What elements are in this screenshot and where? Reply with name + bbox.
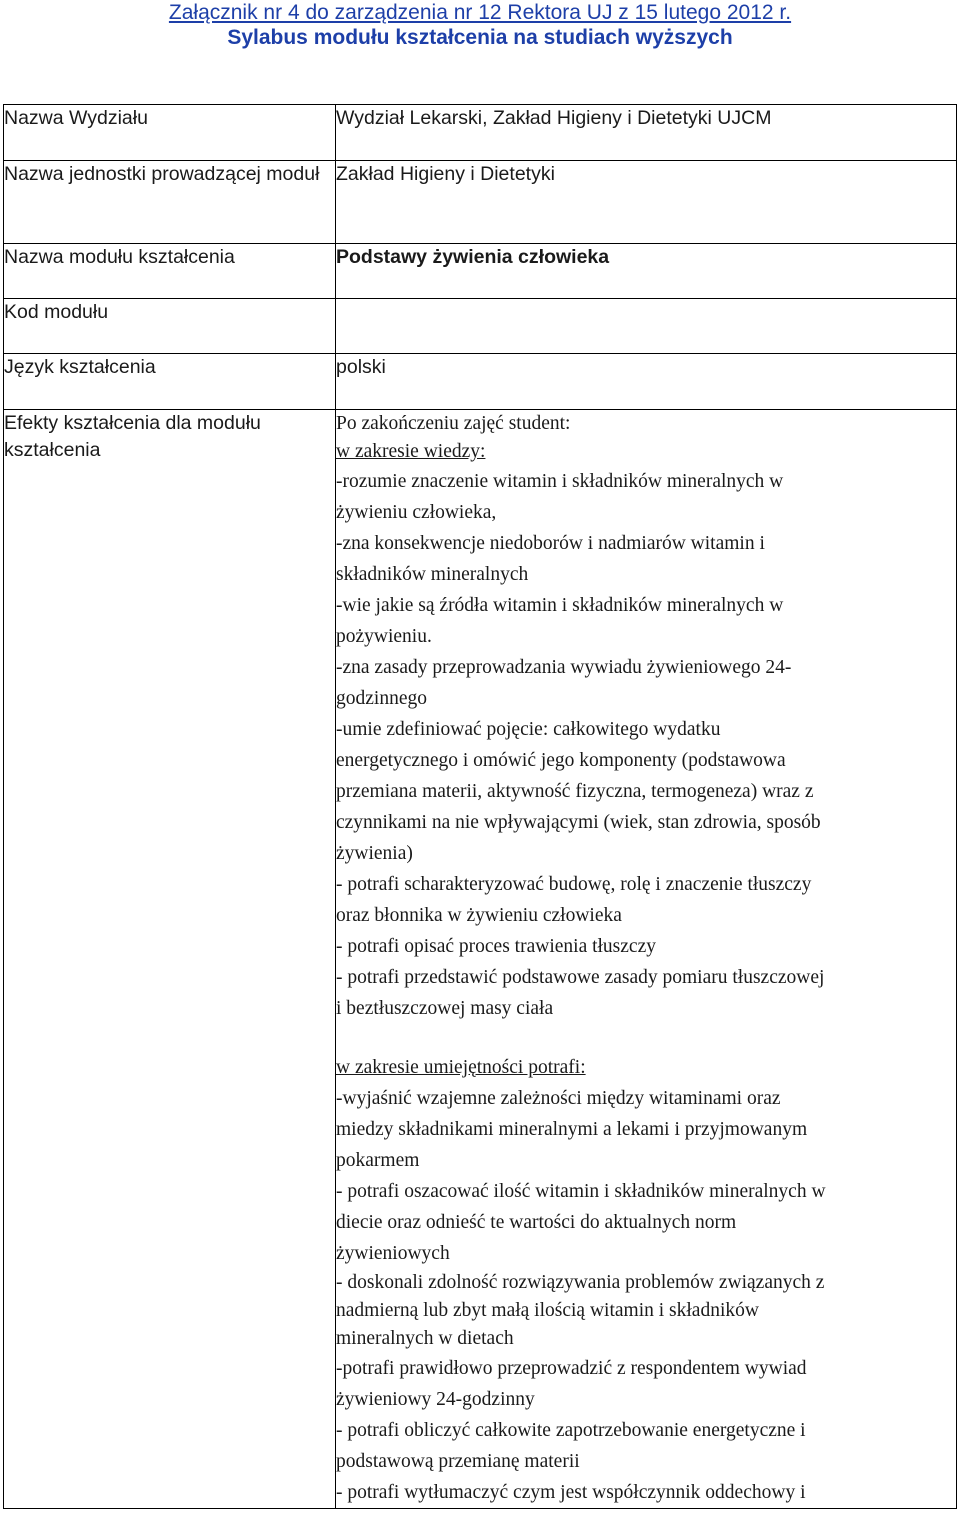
spacer xyxy=(336,1024,956,1052)
knowledge-line: czynnikami na nie wpływającymi (wiek, stan zdrowia, sposób xyxy=(336,812,821,833)
knowledge-line: - potrafi przedstawić podstawowe zasady pomiaru tłuszczowej xyxy=(336,967,825,988)
value-outcomes xyxy=(336,410,957,1509)
label-language: Język kształcenia xyxy=(4,354,336,410)
skills-line: żywieniowy 24-godzinny xyxy=(336,1389,535,1410)
knowledge-line: - potrafi scharakteryzować budowę, rolę i znaczenie tłuszczy xyxy=(336,874,812,895)
knowledge-line: żywieniu człowieka, xyxy=(336,502,497,523)
knowledge-line: oraz błonnika w żywieniu człowieka xyxy=(336,905,622,926)
knowledge-line: składników mineralnych xyxy=(336,564,529,585)
skills-line: mineralnych w dietach xyxy=(336,1328,514,1349)
skills-line: żywieniowych xyxy=(336,1243,450,1264)
label-module: Nazwa modułu kształcenia xyxy=(4,244,336,299)
knowledge-line: i beztłuszczowej masy ciała xyxy=(336,998,554,1019)
row-code xyxy=(4,299,957,354)
row-module xyxy=(4,244,957,299)
knowledge-line: -umie zdefiniować pojęcie: całkowitego wydatku xyxy=(336,719,721,740)
syllabus-title: Sylabus modułu kształcenia na studiach wyższych xyxy=(227,26,733,49)
skills-line: pokarmem xyxy=(336,1150,420,1171)
skills-line: - potrafi wytłumaczyć czym jest współczynnik oddechowy i xyxy=(336,1482,806,1503)
skills-line: miedzy składnikami mineralnymi a lekami i przyjmowanym xyxy=(336,1119,808,1140)
knowledge-line: -zna konsekwencje niedoborów i nadmiarów witamin i xyxy=(336,533,765,554)
value-unit: Zakład Higieny i Dietetyki xyxy=(336,161,957,244)
row-unit xyxy=(4,161,957,244)
knowledge-line: przemiana materii, aktywność fizyczna, termogeneza) wraz z xyxy=(336,781,814,802)
knowledge-line: - potrafi opisać proces trawienia tłuszczy xyxy=(336,936,656,957)
outcomes-block xyxy=(336,410,956,1508)
skills-line: - potrafi obliczyć całkowite zapotrzebowanie energetyczne i xyxy=(336,1420,806,1441)
value-faculty: Wydział Lekarski, Zakład Higieny i Dietetyki UJCM xyxy=(336,105,957,161)
label-unit: Nazwa jednostki prowadzącej moduł xyxy=(4,161,336,244)
skills-line: podstawową przemianę materii xyxy=(336,1451,580,1472)
skills-line: nadmierną lub zbyt małą ilością witamin i składników xyxy=(336,1300,759,1321)
skills-line: - potrafi oszacować ilość witamin i składników mineralnych w xyxy=(336,1181,826,1202)
skills-line: - doskonali zdolność rozwiązywania problemów związanych z xyxy=(336,1272,825,1293)
skills-heading: w zakresie umiejętności potrafi: xyxy=(336,1057,586,1078)
row-faculty xyxy=(4,105,957,161)
label-code: Kod modułu xyxy=(4,299,336,354)
row-outcomes xyxy=(4,410,957,1509)
knowledge-line: żywienia) xyxy=(336,843,413,864)
knowledge-line: -rozumie znaczenie witamin i składników mineralnych w xyxy=(336,471,784,492)
label-faculty: Nazwa Wydziału xyxy=(4,105,336,161)
knowledge-heading: w zakresie wiedzy: xyxy=(336,441,486,462)
knowledge-line: -wie jakie są źródła witamin i składników mineralnych w xyxy=(336,595,784,616)
knowledge-line: energetycznego i omówić jego komponenty (podstawowa xyxy=(336,750,786,771)
attachment-header: Załącznik nr 4 do zarządzenia nr 12 Rektora UJ z 15 lutego 2012 r. xyxy=(168,1,792,24)
label-outcomes: Efekty kształcenia dla modułu kształcenia xyxy=(4,410,336,1509)
skills-line: -wyjaśnić wzajemne zależności między witaminami oraz xyxy=(336,1088,781,1109)
value-code xyxy=(336,299,957,354)
syllabus-table xyxy=(3,104,957,1509)
row-language xyxy=(4,354,957,410)
knowledge-line: pożywieniu. xyxy=(336,626,432,647)
knowledge-line: godzinnego xyxy=(336,688,427,709)
knowledge-line: -zna zasady przeprowadzania wywiadu żywieniowego 24- xyxy=(336,657,792,678)
value-language: polski xyxy=(336,354,957,410)
outcomes-intro: Po zakończeniu zajęć student: xyxy=(336,413,571,434)
skills-line: diecie oraz odnieść te wartości do aktualnych norm xyxy=(336,1212,737,1233)
value-module: Podstawy żywienia człowieka xyxy=(336,244,957,299)
skills-line: -potrafi prawidłowo przeprowadzić z respondentem wywiad xyxy=(336,1358,807,1379)
